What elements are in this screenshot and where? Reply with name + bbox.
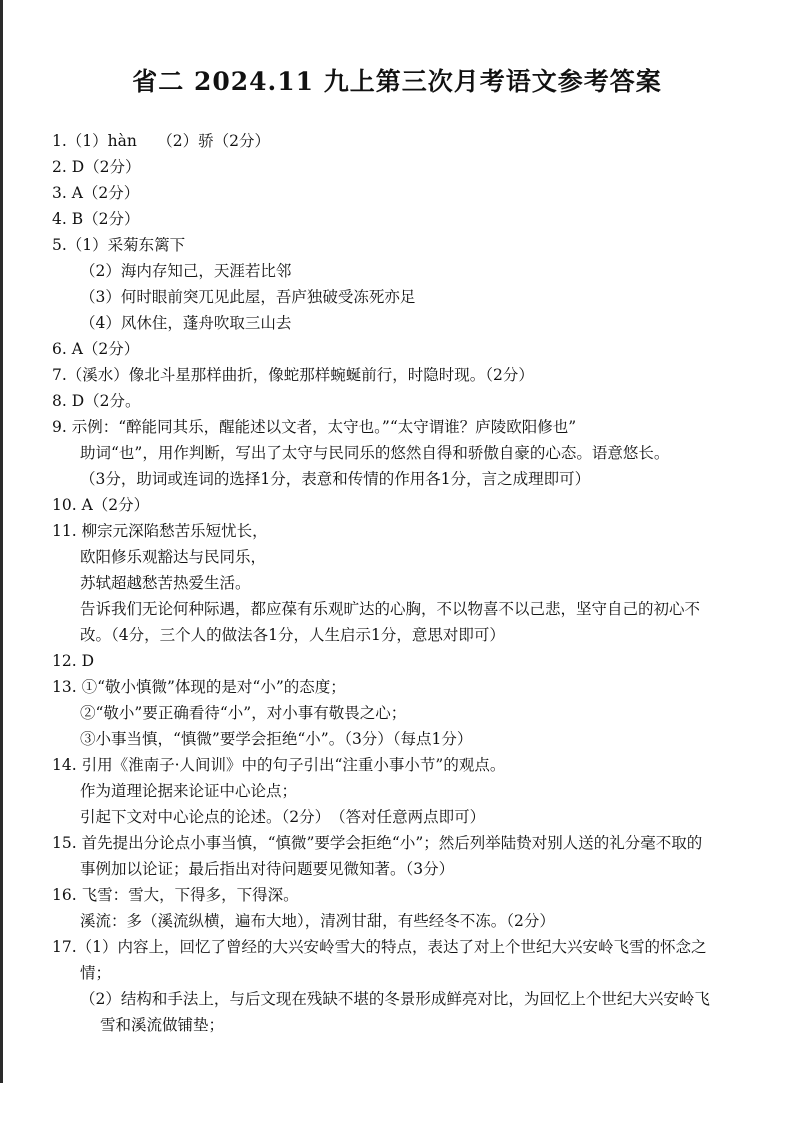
answer-line: （4）风休住，蓬舟吹取三山去 bbox=[80, 314, 292, 332]
answer-line: 溪流：多（溪流纵横，遍布大地），清冽甘甜，有些经冬不冻。（2分） bbox=[80, 912, 555, 930]
answer-line: 改。（4分，三个人的做法各1分，人生启示1分，意思对即可） bbox=[80, 626, 505, 644]
answer-line: 1.（1）hàn （2）骄（2分） bbox=[52, 132, 271, 150]
answer-line: 16. 飞雪：雪大，下得多，下得深。 bbox=[52, 886, 299, 904]
answer-line: 10. A（2分） bbox=[52, 496, 150, 514]
page-edge bbox=[0, 0, 3, 1083]
answer-line: 5.（1）采菊东篱下 bbox=[52, 236, 186, 254]
answer-line: 8. D（2分。 bbox=[52, 392, 141, 410]
answer-line: （3分，助词或连词的选择1分，表意和传情的作用各1分，言之成理即可） bbox=[80, 470, 591, 488]
answer-line: 13. ①“敬小慎微”体现的是对“小”的态度； bbox=[52, 678, 346, 696]
answer-line: 雪和溪流做铺垫； bbox=[100, 1016, 225, 1034]
answer-line: 6. A（2分） bbox=[52, 340, 140, 358]
answer-line: 情； bbox=[80, 964, 112, 982]
page-title: 省二 2024.11 九上第三次月考语文参考答案 bbox=[132, 67, 662, 96]
answer-line: ③小事当慎，“慎微”要学会拒绝“小”。（3分）（每点1分） bbox=[80, 730, 473, 748]
answer-line: 作为道理论据来论证中心论点； bbox=[80, 782, 298, 800]
answer-line: 12. D bbox=[52, 652, 95, 670]
answer-line: （2）结构和手法上，与后文现在残缺不堪的冬景形成鲜亮对比，为回忆上个世纪大兴安岭飞 bbox=[80, 990, 710, 1008]
answer-line: 7.（溪水）像北斗星那样曲折，像蛇那样蜿蜒前行，时隐时现。（2分） bbox=[52, 366, 534, 384]
answer-line: 事例加以论证；最后指出对待问题要见微知著。（3分） bbox=[80, 860, 455, 878]
answer-line: 引起下文对中心论点的论述。（2分） （答对任意两点即可） bbox=[80, 808, 486, 826]
answer-line: 11. 柳宗元深陷愁苦乐短忧长， bbox=[52, 522, 268, 540]
answer-line: 2. D（2分） bbox=[52, 158, 141, 176]
answer-line: 告诉我们无论何种际遇，都应葆有乐观旷达的心胸，不以物喜不以己悲，坚守自己的初心不 bbox=[80, 600, 701, 618]
answer-line: 9. 示例：“醉能同其乐，醒能述以文者，太守也。”“太守谓谁？庐陵欧阳修也” bbox=[52, 418, 577, 436]
answer-line: 3. A（2分） bbox=[52, 184, 140, 202]
answer-line: （3）何时眼前突兀见此屋，吾庐独破受冻死亦足 bbox=[80, 288, 416, 306]
answer-line: 欧阳修乐观豁达与民同乐， bbox=[80, 548, 267, 566]
answer-line: （2）海内存知己，天涯若比邻 bbox=[80, 262, 292, 280]
answer-line: 4. B（2分） bbox=[52, 210, 140, 228]
answer-list bbox=[52, 128, 752, 1038]
answer-line: 14. 引用《淮南子·人间训》中的句子引出“注重小事小节”的观点。 bbox=[52, 756, 506, 774]
answer-line: 助词“也”，用作判断，写出了太守与民同乐的悠然自得和骄傲自豪的心态。语意悠长。 bbox=[80, 444, 670, 462]
answer-line: 苏轼超越愁苦热爱生活。 bbox=[80, 574, 251, 592]
answer-line: 15. 首先提出分论点小事当慎，“慎微”要学会拒绝“小”；然后列举陆贽对别人送的礼分毫不取的 bbox=[52, 834, 703, 852]
answer-line: 17.（1）内容上，回忆了曾经的大兴安岭雪大的特点，表达了对上个世纪大兴安岭飞雪的怀念之 bbox=[52, 938, 707, 956]
answer-line: ②“敬小”要正确看待“小”，对小事有敬畏之心； bbox=[80, 704, 407, 722]
